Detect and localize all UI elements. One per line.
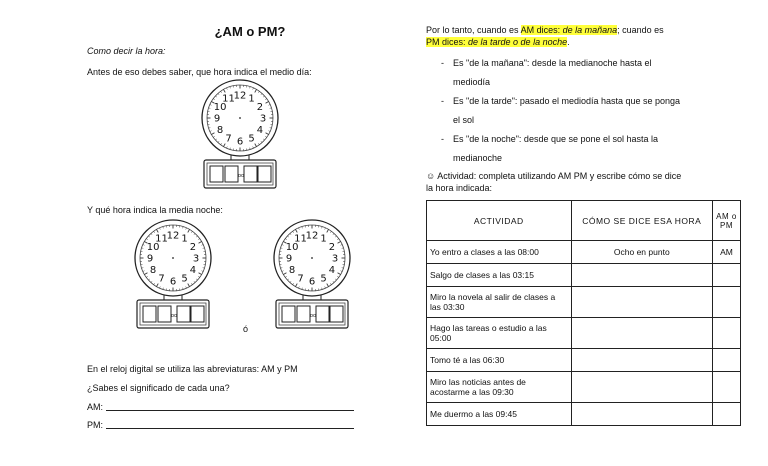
clock-numeral: 7 <box>158 273 165 285</box>
table-row <box>427 241 741 264</box>
intro-am: AM dices: <box>520 25 563 35</box>
clock-drawing <box>131 218 215 338</box>
intro-pm: PM dices: <box>426 37 469 47</box>
clock-numeral: 1 <box>320 233 327 245</box>
clock-numeral: 1 <box>181 233 188 245</box>
header-how-to-say: CÓMO SE DICE ESA HORA <box>571 201 712 241</box>
bullet-text: Es "de la tarde": pasado el mediodía hasta que se ponga <box>453 96 681 106</box>
cell-activity: Me duermo a las 09:45 <box>427 403 572 426</box>
clock-drawing <box>198 78 282 198</box>
cell-activity: Miro la novela al salir de clases a las 03:30 <box>427 287 572 318</box>
clock-numeral: 8 <box>288 264 296 276</box>
time-of-day-list <box>441 54 741 168</box>
activity-line-1: ☺ Actividad: completa utilizando AM PM y escribe cómo se dice <box>426 171 682 181</box>
digital-separator: oo <box>237 173 245 179</box>
clock-numeral: 9 <box>285 253 293 265</box>
clock-numeral: 8 <box>149 264 157 276</box>
clock-numeral: 4 <box>189 264 197 276</box>
cell-am-pm[interactable] <box>713 349 741 372</box>
clock-numeral: 3 <box>259 113 267 125</box>
clock-numeral: 8 <box>216 124 224 136</box>
clock-numeral: 6 <box>308 276 316 288</box>
cell-how-to-say[interactable] <box>571 318 712 349</box>
intro-end: . <box>567 37 570 47</box>
clock-numeral: 4 <box>328 264 336 276</box>
table-row <box>427 318 741 349</box>
intro-line-1 <box>426 24 664 36</box>
table-row <box>427 372 741 403</box>
bullet-dash: - <box>441 96 444 106</box>
cell-how-to-say[interactable] <box>571 287 712 318</box>
clock-numeral: 3 <box>192 253 200 265</box>
abbrev-line: En el reloj digital se utiliza las abreviaturas: AM y PM <box>87 364 298 374</box>
clock-numeral: 10 <box>213 101 227 113</box>
intro-pm-meaning: de la tarde o de la noche <box>468 37 568 47</box>
subtitle: Como decir la hora: <box>87 46 166 56</box>
cell-am-pm[interactable] <box>713 264 741 287</box>
cell-activity: Salgo de clases a las 03:15 <box>427 264 572 287</box>
digital-separator: oo <box>309 313 317 319</box>
clock-midnight-2 <box>270 218 354 343</box>
cell-am-pm[interactable] <box>713 403 741 426</box>
clock-numeral: 9 <box>213 113 221 125</box>
cell-how-to-say[interactable] <box>571 349 712 372</box>
table-header-row <box>427 201 741 241</box>
clock-numeral: 1 <box>248 93 255 105</box>
clock-numeral: 6 <box>236 136 244 148</box>
am-answer-line[interactable] <box>106 410 354 411</box>
clock-numeral: 6 <box>169 276 177 288</box>
meaning-question: ¿Sabes el significado de cada una? <box>87 383 230 393</box>
bullet-text-cont: mediodía <box>453 77 491 87</box>
table-row <box>427 403 741 426</box>
clock-numeral: 7 <box>297 273 304 285</box>
activity-line-2: la hora indicada: <box>426 183 493 193</box>
list-item <box>441 130 741 168</box>
table-row <box>427 264 741 287</box>
bullet-dash: - <box>441 58 444 68</box>
clock-midnight-1 <box>131 218 215 343</box>
clock-numeral: 7 <box>225 133 232 145</box>
bullet-dash: - <box>441 134 444 144</box>
clock-numeral: 12 <box>305 230 319 242</box>
digital-separator: oo <box>170 313 178 319</box>
table-row <box>427 287 741 318</box>
clock-numeral: 11 <box>294 233 307 245</box>
cell-how-to-say[interactable] <box>571 403 712 426</box>
pm-answer-line[interactable] <box>106 428 354 429</box>
list-item <box>441 54 741 92</box>
clock-numeral: 2 <box>256 101 264 113</box>
clock-midday <box>198 78 282 203</box>
cell-how-to-say[interactable]: Ocho en punto <box>571 241 712 264</box>
intro-text-2: ; cuando es <box>617 25 664 35</box>
table-row <box>427 349 741 372</box>
or-label: ó <box>243 324 249 334</box>
clock-numeral: 10 <box>146 241 160 253</box>
midnight-question: Y qué hora indica la media noche: <box>87 205 223 215</box>
intro-line-2 <box>426 36 570 48</box>
cell-am-pm[interactable]: AM <box>713 241 741 264</box>
activity-table <box>426 200 741 426</box>
clock-numeral: 12 <box>166 230 180 242</box>
cell-how-to-say[interactable] <box>571 372 712 403</box>
clock-drawing <box>270 218 354 338</box>
clock-numeral: 10 <box>285 241 299 253</box>
midday-question: Antes de eso debes saber, que hora indica el medio día: <box>87 67 312 77</box>
clock-numeral: 4 <box>256 124 264 136</box>
intro-pm-highlight <box>426 37 567 47</box>
cell-am-pm[interactable] <box>713 372 741 403</box>
clock-numeral: 5 <box>320 273 327 285</box>
cell-how-to-say[interactable] <box>571 264 712 287</box>
cell-activity: Tomo té a las 06:30 <box>427 349 572 372</box>
bullet-text: Es "de la mañana": desde la medianoche hasta el <box>453 58 652 68</box>
clock-numeral: 11 <box>222 93 235 105</box>
pm-label: PM: <box>87 420 104 430</box>
cell-am-pm[interactable] <box>713 318 741 349</box>
cell-activity: Hago las tareas o estudio a las 05:00 <box>427 318 572 349</box>
page-title: ¿AM o PM? <box>214 24 286 39</box>
clock-numeral: 12 <box>233 90 247 102</box>
clock-numeral: 3 <box>331 253 339 265</box>
bullet-text: Es "de la noche": desde que se pone el sol hasta la <box>453 134 659 144</box>
am-label: AM: <box>87 402 104 412</box>
header-activity: ACTIVIDAD <box>427 201 572 241</box>
bullet-text-cont: medianoche <box>453 153 503 163</box>
cell-activity: Yo entro a clases a las 08:00 <box>427 241 572 264</box>
header-am-pm: AM o PM <box>713 201 741 241</box>
clock-numeral: 2 <box>328 241 336 253</box>
clock-numeral: 9 <box>146 253 154 265</box>
clock-numeral: 5 <box>248 133 255 145</box>
clock-numeral: 11 <box>155 233 168 245</box>
list-item <box>441 92 741 130</box>
cell-am-pm[interactable] <box>713 287 741 318</box>
intro-text: Por lo tanto, cuando es <box>426 25 521 35</box>
bullet-text-cont: el sol <box>453 115 475 125</box>
cell-activity: Miro las noticias antes de acostarme a las 09:30 <box>427 372 572 403</box>
clock-numeral: 2 <box>189 241 197 253</box>
intro-am-meaning: de la mañana <box>562 25 618 35</box>
intro-am-highlight <box>521 25 618 35</box>
clock-numeral: 5 <box>181 273 188 285</box>
